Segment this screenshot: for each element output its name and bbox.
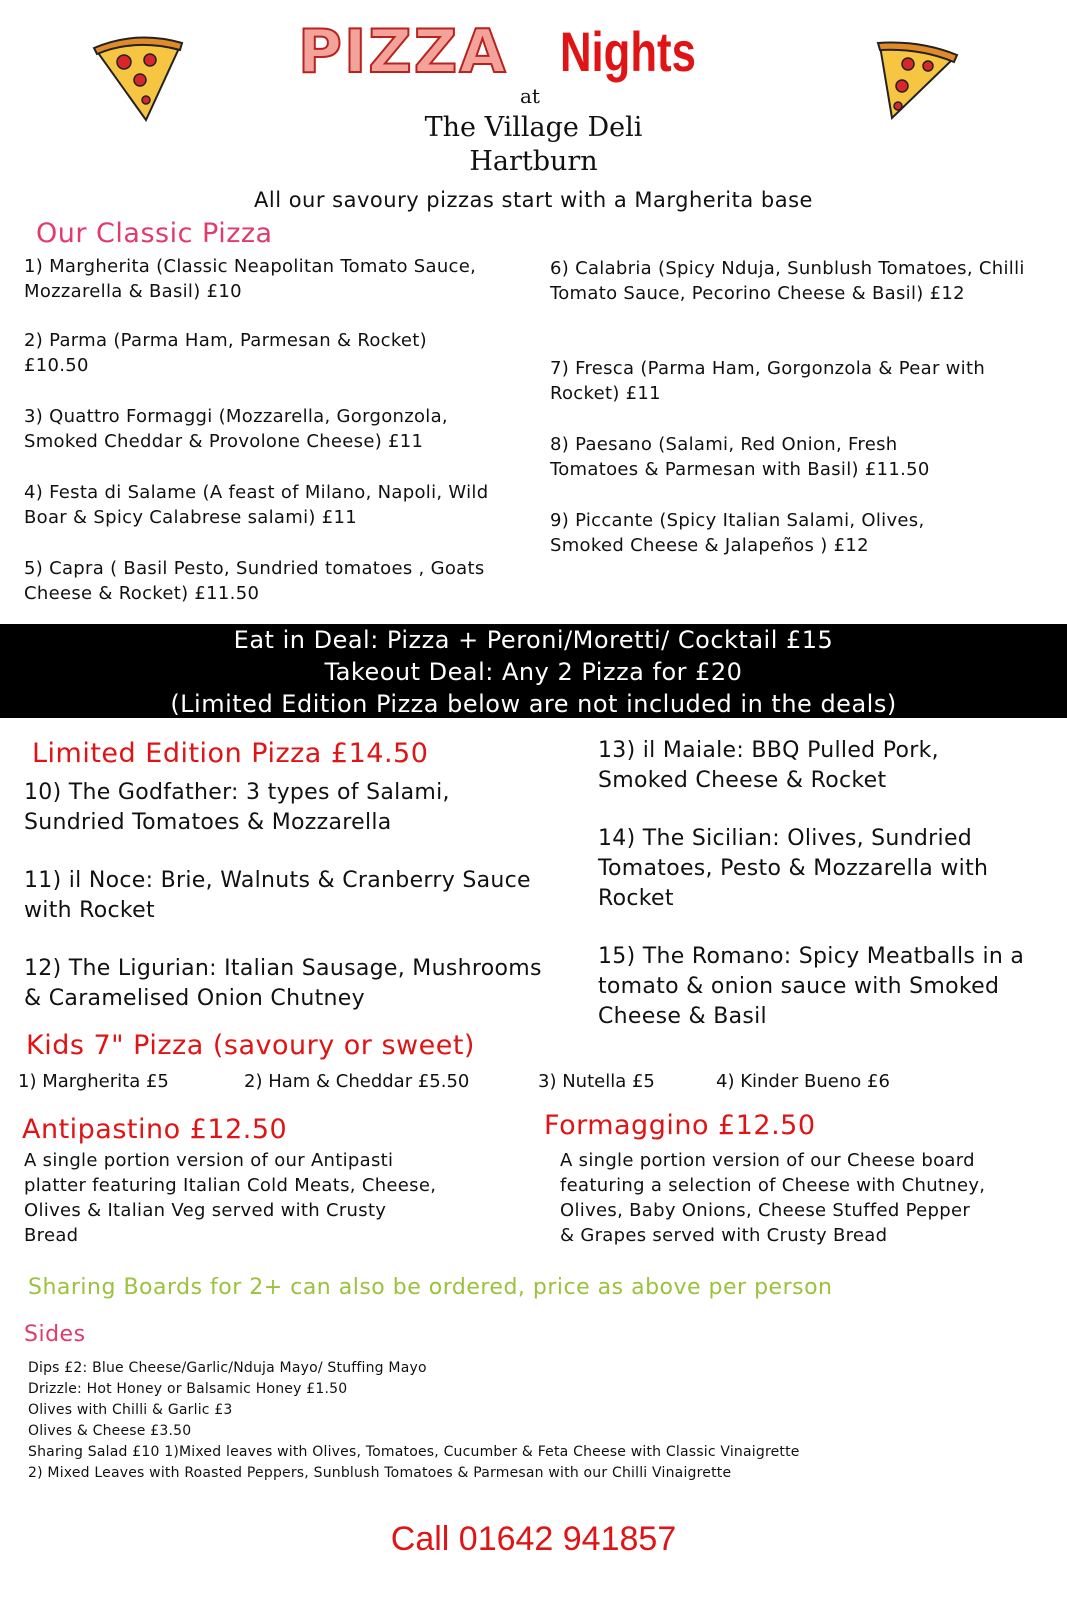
kids-item: 4) Kinder Bueno £6 [716,1071,890,1092]
menu-item: 5) Capra ( Basil Pesto, Sundried tomatoes , Goats Cheese & Rocket) £11.50 [24,558,485,604]
menu-item: 12) The Ligurian: Italian Sausage, Mushrooms & Caramelised Onion Chutney [24,956,542,1011]
sides-list [28,1358,1028,1484]
side-item: Sharing Salad £10 1)Mixed leaves with Olives, Tomatoes, Cucumber & Feta Cheese with Classic Vinaigrette [28,1444,800,1460]
kids-item: 3) Nutella £5 [538,1071,655,1092]
town-name: Hartburn [469,146,598,177]
antipastino-title: Antipastino £12.50 [22,1114,288,1145]
sharing-boards-note: Sharing Boards for 2+ can also be ordered, price as above per person [28,1275,833,1300]
menu-item: 9) Piccante (Spicy Italian Salami, Olives, Smoked Cheese & Jalapeños ) £12 [550,510,925,556]
limited-section-title: Limited Edition Pizza £14.50 [32,738,429,769]
classic-section-title: Our Classic Pizza [36,218,273,249]
menu-item: 2) Parma (Parma Ham, Parmesan & Rocket) £10.50 [24,330,427,376]
menu-item: 13) il Maiale: BBQ Pulled Pork, Smoked Cheese & Rocket [598,738,939,793]
antipastino-description: A single portion version of our Antipasti platter featuring Italian Cold Meats, Cheese, Olives & Italian Veg served with Crusty Bread [24,1150,437,1246]
deal-banner [0,624,1067,718]
kids-item: 1) Margherita £5 [18,1071,169,1092]
formaggino-title: Formaggino £12.50 [544,1110,816,1141]
base-note: All our savoury pizzas start with a Margherita base [254,188,813,212]
pizza-title: PIZZA [298,17,508,87]
menu-item: 14) The Sicilian: Olives, Sundried Tomatoes, Pesto & Mozzarella with Rocket [598,826,989,911]
menu-item: 10) The Godfather: 3 types of Salami, Sundried Tomatoes & Mozzarella [24,780,450,835]
eat-in-deal: Eat in Deal: Pizza + Peroni/Moretti/ Cocktail £15 [233,626,834,654]
menu-item: 6) Calabria (Spicy Nduja, Sunblush Tomatoes, Chilli Tomato Sauce, Pecorino Cheese & Basil) £12 [550,258,1025,304]
menu-item: 8) Paesano (Salami, Red Onion, Fresh Tomatoes & Parmesan with Basil) £11.50 [550,434,930,480]
menu-item: 3) Quattro Formaggi (Mozzarella, Gorgonzola, Smoked Cheddar & Provolone Cheese) £11 [24,406,448,452]
kids-section-title: Kids 7" Pizza (savoury or sweet) [26,1030,475,1061]
deal-exclusion-note: (Limited Edition Pizza below are not included in the deals) [170,690,897,718]
menu-item: 11) il Noce: Brie, Walnuts & Cranberry Sauce with Rocket [24,868,531,923]
menu-item: 15) The Romano: Spicy Meatballs in a tomato & onion sauce with Smoked Cheese & Basil [598,944,1025,1029]
menu-item: 1) Margherita (Classic Neapolitan Tomato Sauce, Mozzarella & Basil) £10 [24,256,477,302]
pizza-slice-icon [870,36,962,122]
sides-section-title: Sides [24,1322,86,1347]
formaggino-description: A single portion version of our Cheese board featuring a selection of Cheese with Chutney, Olives, Baby Onions, Cheese Stuffed Pepper & Grapes served with Crusty Bread [560,1150,986,1246]
at-text: at [520,84,540,108]
nights-title: Nights [560,20,696,83]
side-item: Olives & Cheese £3.50 [28,1423,192,1439]
side-item: Olives with Chilli & Garlic £3 [28,1402,233,1418]
side-item: Dips £2: Blue Cheese/Garlic/Nduja Mayo/ Stuffing Mayo [28,1360,427,1376]
side-item: Drizzle: Hot Honey or Balsamic Honey £1.50 [28,1381,348,1397]
venue-name: The Village Deli [424,112,643,143]
kids-item: 2) Ham & Cheddar £5.50 [244,1071,470,1092]
phone-number[interactable]: Call 01642 941857 [390,1520,677,1558]
menu-item: 7) Fresca (Parma Ham, Gorgonzola & Pear with Rocket) £11 [550,358,986,404]
takeout-deal: Takeout Deal: Any 2 Pizza for £20 [324,658,743,686]
menu-item: 4) Festa di Salame (A feast of Milano, Napoli, Wild Boar & Spicy Calabrese salami) £11 [24,482,489,528]
side-item: 2) Mixed Leaves with Roasted Peppers, Sunblush Tomatoes & Parmesan with our Chilli Vinaigrette [28,1465,732,1481]
pizza-slice-icon [88,32,188,124]
